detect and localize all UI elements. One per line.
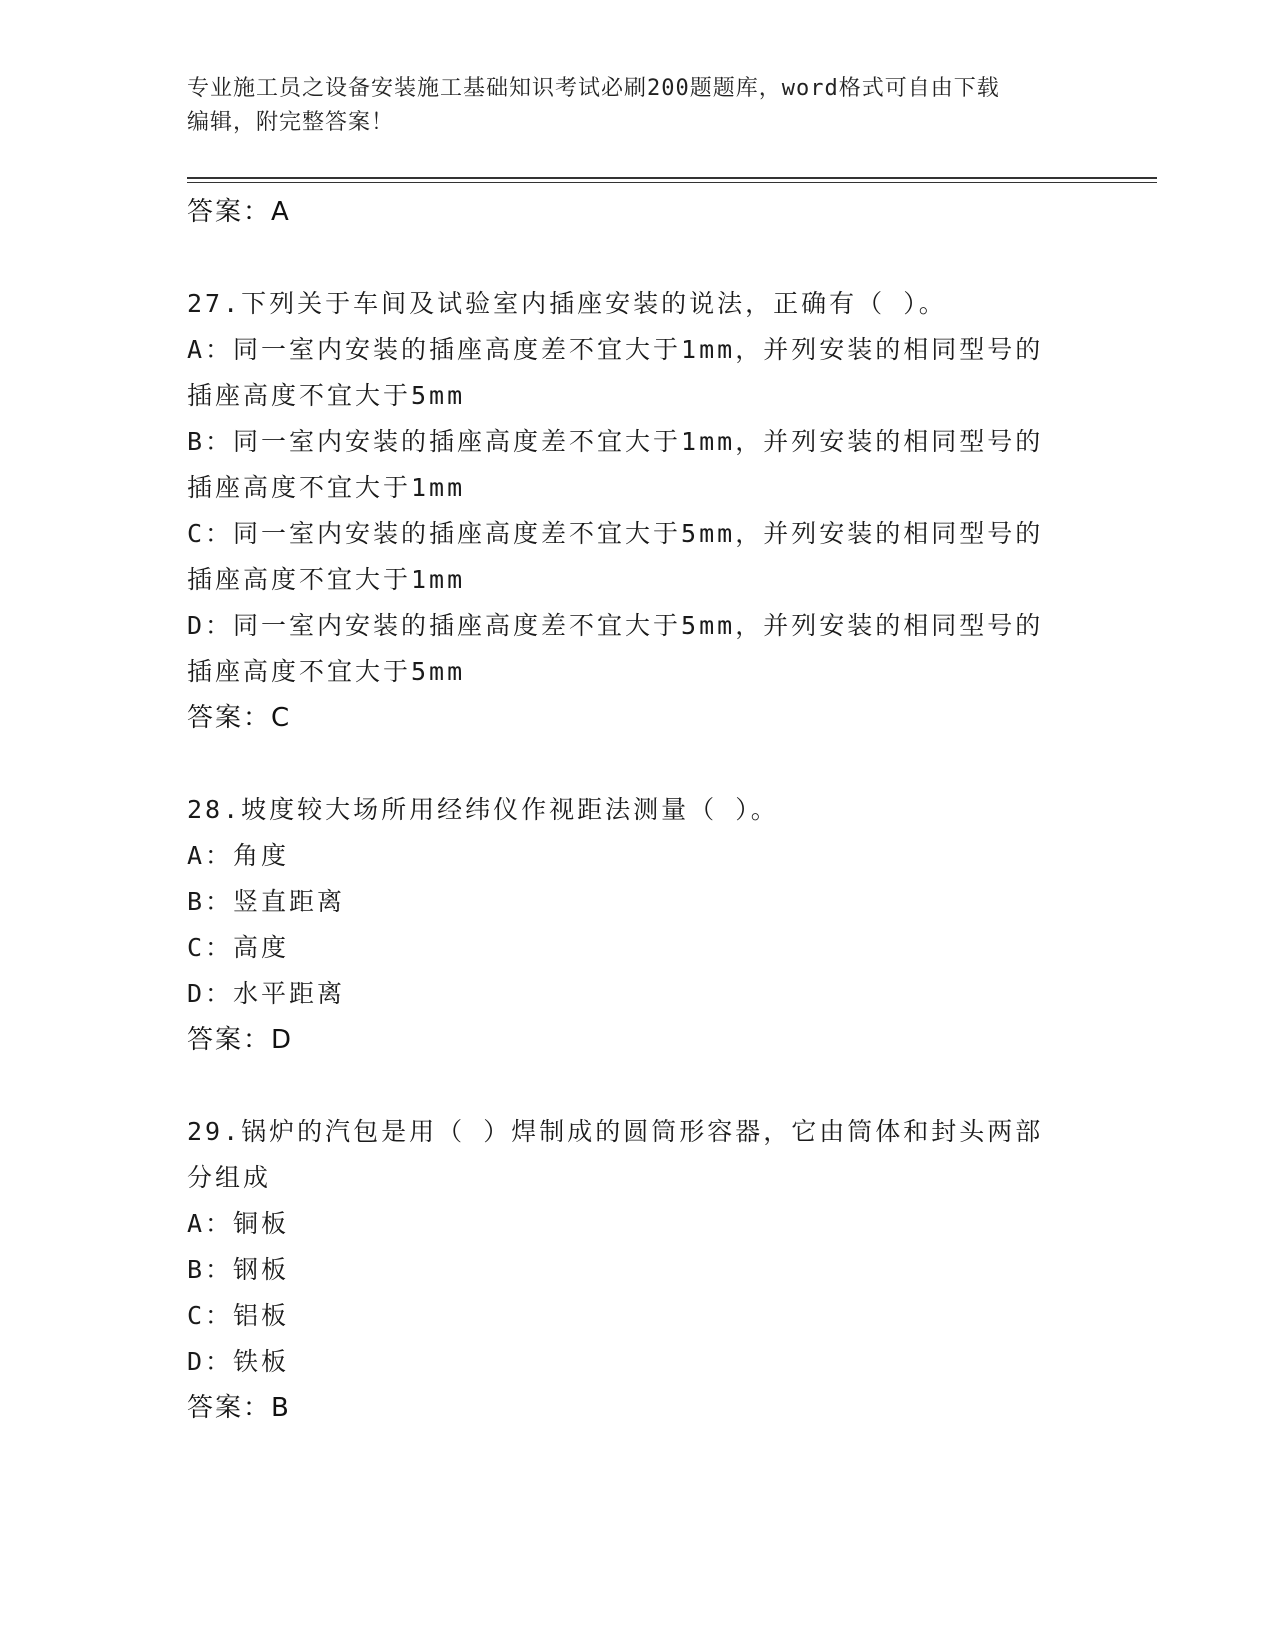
header-line-2: 编辑，附完整答案！ — [187, 110, 395, 135]
document-header — [187, 72, 1087, 140]
option-b — [187, 419, 1067, 511]
document-page — [187, 0, 1157, 1650]
spacer — [187, 1063, 1067, 1109]
option-text-cont: 插座高度不宜大于1mm — [187, 473, 466, 502]
option-d: D：水平距离 — [187, 979, 346, 1008]
answer-line: 答案：B — [187, 1393, 291, 1423]
option-a — [187, 327, 1067, 419]
header-divider-thin — [187, 182, 1157, 183]
question-stem-cont: 分组成 — [187, 1163, 272, 1192]
option-d — [187, 603, 1067, 695]
option-text-cont: 插座高度不宜大于5mm — [187, 657, 466, 686]
option-text-cont: 插座高度不宜大于5mm — [187, 381, 466, 410]
question-27 — [187, 281, 1067, 741]
question-stem: 29.锅炉的汽包是用（ ）焊制成的圆筒形容器，它由筒体和封头两部 — [187, 1117, 1044, 1146]
option-text: B：同一室内安装的插座高度差不宜大于1mm，并列安装的相同型号的 — [187, 427, 1044, 456]
option-d: D：铁板 — [187, 1347, 290, 1376]
spacer — [187, 235, 1067, 281]
option-text-cont: 插座高度不宜大于1mm — [187, 565, 466, 594]
option-text: D：同一室内安装的插座高度差不宜大于5mm，并列安装的相同型号的 — [187, 611, 1044, 640]
header-divider-thick — [187, 177, 1157, 179]
question-stem: 28.坡度较大场所用经纬仪作视距法测量（ ）。 — [187, 795, 779, 824]
option-b: B：钢板 — [187, 1255, 290, 1284]
answer-line: 答案：C — [187, 703, 292, 733]
option-c: C：高度 — [187, 933, 290, 962]
spacer — [187, 741, 1067, 787]
option-c — [187, 511, 1067, 603]
option-a: A：角度 — [187, 841, 290, 870]
previous-answer: 答案：A — [187, 197, 291, 227]
question-28 — [187, 787, 1067, 1063]
question-stem: 27.下列关于车间及试验室内插座安装的说法，正确有（ ）。 — [187, 289, 947, 318]
option-c: C：铝板 — [187, 1301, 290, 1330]
option-b: B：竖直距离 — [187, 887, 346, 916]
option-a: A：铜板 — [187, 1209, 290, 1238]
option-text: C：同一室内安装的插座高度差不宜大于5mm，并列安装的相同型号的 — [187, 519, 1044, 548]
header-line-1: 专业施工员之设备安装施工基础知识考试必刷200题题库，word格式可自由下载 — [187, 76, 1000, 101]
answer-line: 答案：D — [187, 1025, 294, 1055]
question-list — [187, 189, 1067, 1431]
option-text: A：同一室内安装的插座高度差不宜大于1mm，并列安装的相同型号的 — [187, 335, 1044, 364]
question-29 — [187, 1109, 1067, 1431]
